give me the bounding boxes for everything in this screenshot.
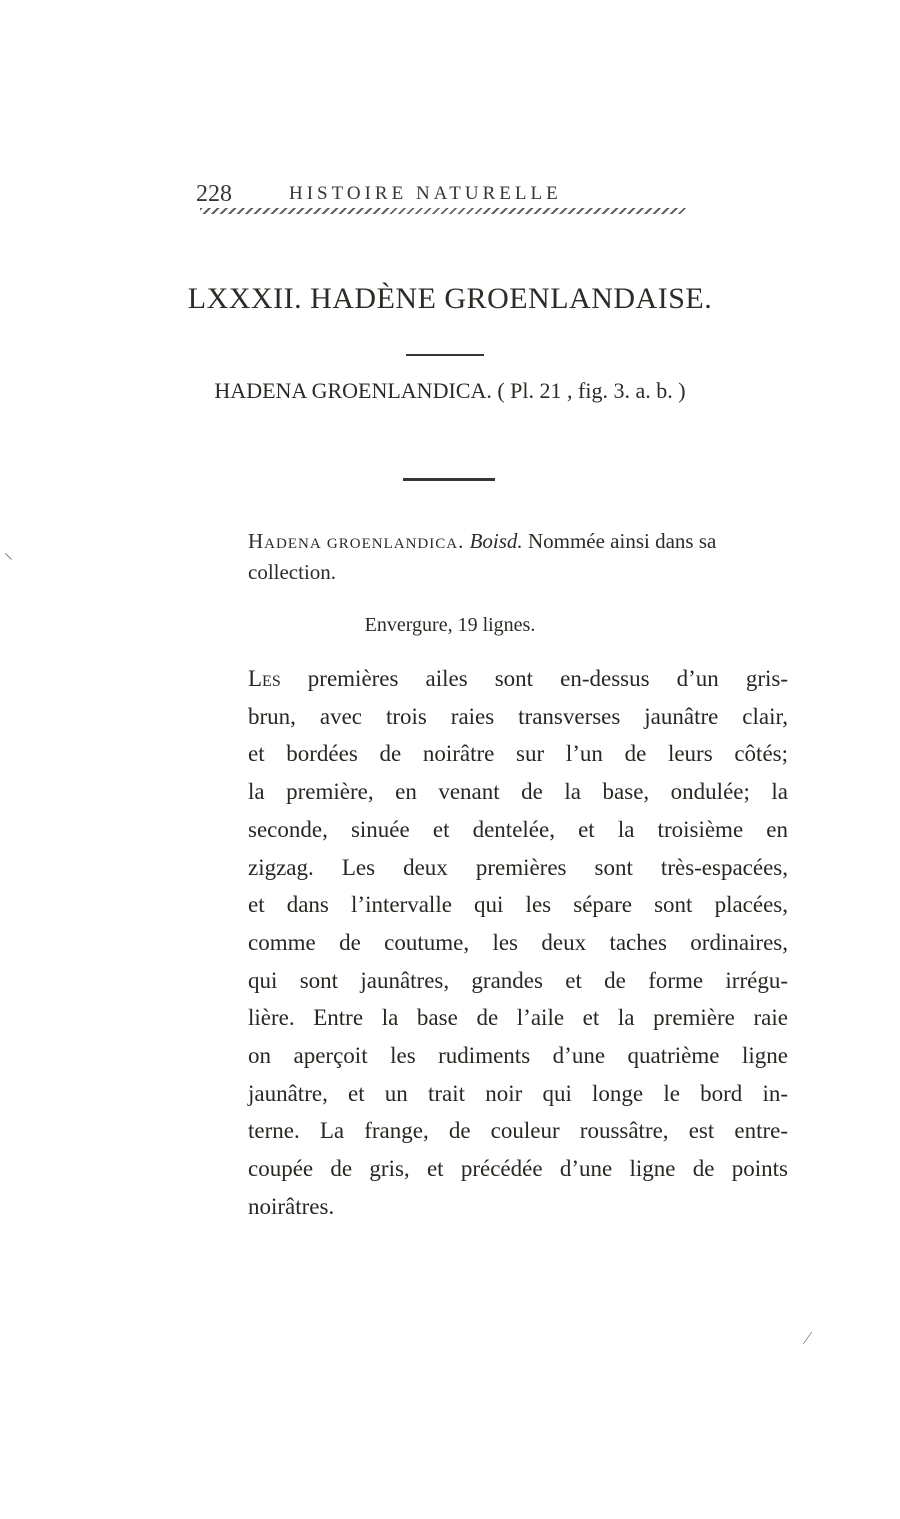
- text-line: lière. Entre la base de l’aile et la première raie: [248, 1005, 788, 1031]
- synonym-note-continued: collection.: [248, 560, 337, 584]
- synonym-note: Nommée ainsi dans sa: [527, 529, 717, 553]
- text-line: la première, en venant de la base, ondulée; la: [248, 779, 788, 805]
- first-word: Les: [248, 666, 281, 691]
- text-line: seconde, sinuée et dentelée, et la troisième en: [248, 816, 788, 842]
- stray-mark: ⁄: [806, 1328, 810, 1348]
- chapter-title: LXXXII. HADÈNE GROENLANDAISE.: [187, 282, 713, 315]
- divider-rule: [406, 354, 484, 356]
- running-title: HISTOIRE NATURELLE: [289, 183, 562, 204]
- text-line: comme de coutume, les deux taches ordinaires,: [248, 929, 788, 955]
- text-line: jaunâtre, et un trait noir qui longe le bord in-: [248, 1080, 788, 1106]
- synonymy-paragraph: [248, 526, 748, 588]
- synonym-genus: Hadena: [248, 529, 322, 553]
- text-line: et bordées de noirâtre sur l’un de leurs côtés;: [248, 741, 788, 767]
- text-line: coupée de gris, et précédée d’une ligne de points: [248, 1156, 788, 1182]
- synonym-author: Boisd.: [469, 529, 523, 553]
- text-line: brun, avec trois raies transverses jaunâtre clair,: [248, 703, 788, 729]
- text-line: et dans l’intervalle qui les sépare sont placées,: [248, 892, 788, 918]
- text-line: terne. La frange, de couleur roussâtre, est entre-: [248, 1118, 788, 1144]
- ornamental-rule: [200, 208, 686, 214]
- text-line: zigzag. Les deux premières sont très-espacées,: [248, 854, 788, 880]
- margin-tick-mark: ⸌: [4, 550, 13, 570]
- text-line: noirâtres.: [248, 1193, 335, 1219]
- synonym-species: groenlandica.: [326, 529, 465, 553]
- latin-name-heading: HADENA GROENLANDICA. ( Pl. 21 , fig. 3. a. b. ): [214, 378, 686, 403]
- text-line: Les premières ailes sont en-dessus d’un gris-: [248, 666, 788, 691]
- page-number: 228: [196, 181, 232, 207]
- description-paragraph: [248, 660, 788, 1226]
- divider-rule: [403, 478, 495, 481]
- text-line: qui sont jaunâtres, grandes et de forme irrégu-: [248, 967, 788, 993]
- wingspan-line: Envergure, 19 lignes.: [364, 614, 536, 636]
- text-line: on aperçoit les rudiments d’une quatrième ligne: [248, 1043, 788, 1069]
